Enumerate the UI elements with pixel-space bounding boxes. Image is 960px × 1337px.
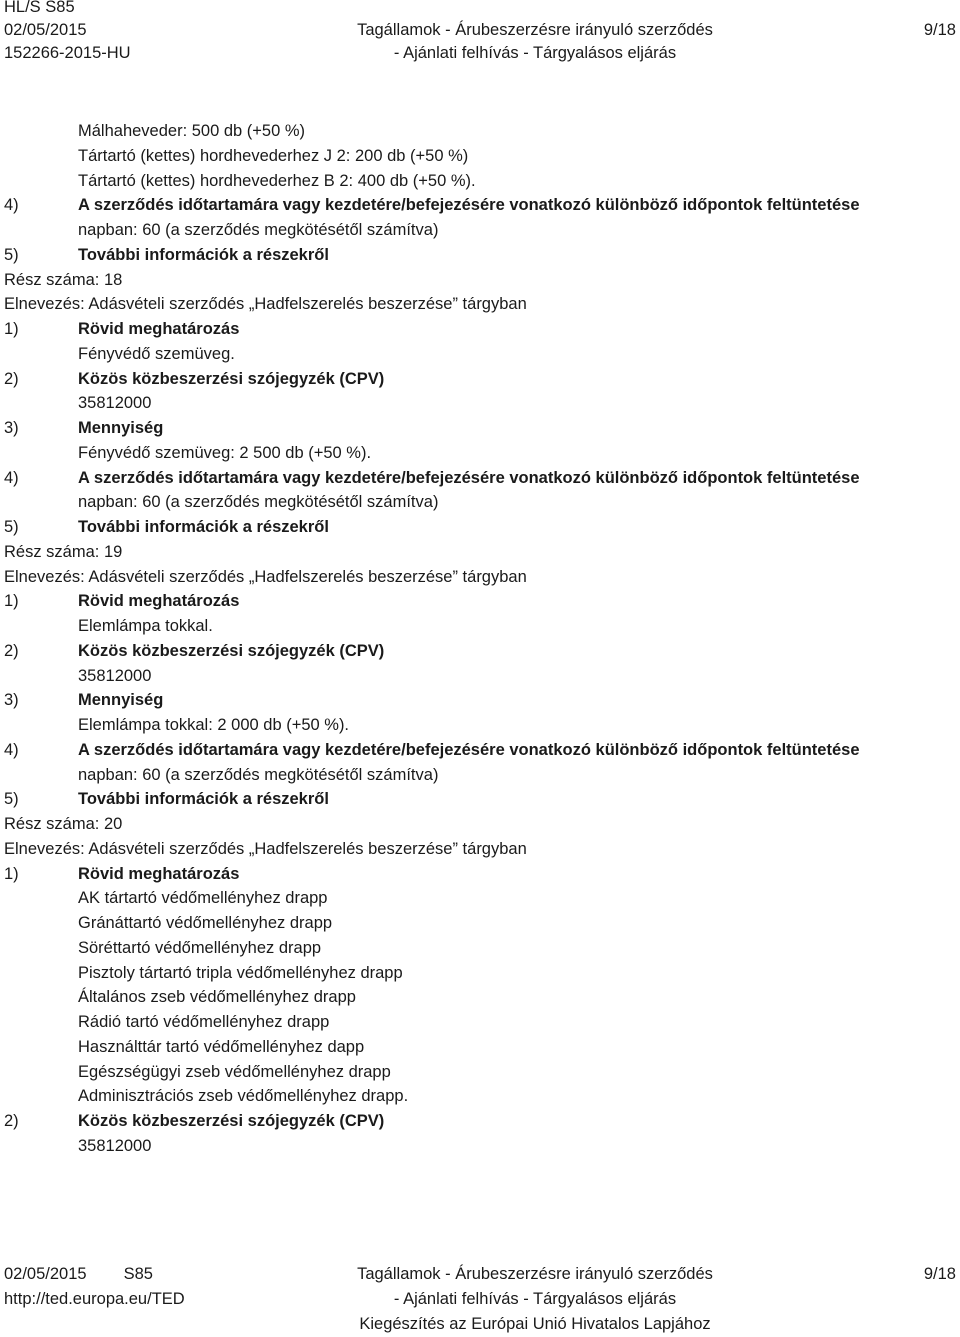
footer-date: 02/05/2015 bbox=[4, 1265, 87, 1283]
section-number: 5) bbox=[4, 518, 19, 536]
section-title: Rövid meghatározás bbox=[78, 864, 240, 883]
section-title: Közös közbeszerzési szójegyzék (CPV) bbox=[78, 369, 385, 388]
section-title: Közös közbeszerzési szójegyzék (CPV) bbox=[78, 641, 385, 660]
section-further-info-heading bbox=[0, 787, 960, 812]
footer-series: S85 bbox=[123, 1265, 153, 1283]
section-title: Mennyiség bbox=[78, 419, 164, 437]
notice-body bbox=[0, 119, 960, 1159]
section-duration-heading bbox=[0, 738, 960, 763]
duration-text: napban: 60 (a szerződés megkötésétől számítva) bbox=[78, 765, 439, 784]
footer-date-series bbox=[4, 1262, 153, 1287]
section-cpv-heading bbox=[0, 639, 960, 664]
section-further-info-heading bbox=[0, 515, 960, 540]
section-number: 5) bbox=[4, 790, 19, 809]
section-title: További információk a részekről bbox=[78, 245, 329, 264]
journal-id: HL/S S85 bbox=[4, 0, 75, 16]
part-number-20: Rész száma: 20 bbox=[4, 815, 123, 833]
cpv-code: 35812000 bbox=[78, 1136, 152, 1155]
section-short-description-heading bbox=[0, 589, 960, 614]
section-title: Közös közbeszerzési szójegyzék (CPV) bbox=[78, 1112, 385, 1130]
header-page-number: 9/18 bbox=[923, 21, 956, 39]
section-number: 1) bbox=[4, 320, 19, 338]
section-number: 4) bbox=[4, 740, 19, 759]
section-duration-heading bbox=[0, 193, 960, 218]
section-title: További információk a részekről bbox=[78, 518, 329, 536]
header-title-line1: Tagállamok - Árubeszerzésre irányuló szerződés bbox=[357, 21, 713, 39]
part-name: Elnevezés: Adásvételi szerződés „Hadfelszerelés beszerzése” tárgyban bbox=[4, 295, 527, 314]
section-number: 5) bbox=[4, 245, 19, 264]
notice-reference: 152266-2015-HU bbox=[4, 44, 131, 62]
footer-page-number: 9/18 bbox=[923, 1265, 956, 1283]
section-title: További információk a részekről bbox=[78, 790, 329, 809]
section-short-description-heading bbox=[0, 862, 960, 887]
part-number-18: Rész száma: 18 bbox=[4, 270, 123, 289]
section-number: 3) bbox=[4, 691, 19, 710]
section-further-info-heading bbox=[0, 243, 960, 268]
description-item: Gránáttartó védőmellényhez drapp bbox=[78, 914, 333, 932]
section-number: 4) bbox=[4, 196, 19, 215]
intro-line: Málhaheveder: 500 db (+50 %) bbox=[78, 122, 306, 140]
footer-title-line3: Kiegészítés az Európai Unió Hivatalos Lapjához bbox=[359, 1315, 711, 1333]
description-item: Egészségügyi zseb védőmellényhez drapp bbox=[78, 1062, 391, 1081]
section-number: 1) bbox=[4, 864, 19, 883]
description-item: Adminisztrációs zseb védőmellényhez drapp. bbox=[78, 1087, 409, 1106]
section-title: Mennyiség bbox=[78, 691, 164, 710]
section-number: 1) bbox=[4, 592, 19, 611]
intro-line: Tártartó (kettes) hordhevederhez B 2: 400 db (+50 %). bbox=[78, 171, 476, 190]
section-number: 2) bbox=[4, 641, 19, 660]
section-title: A szerződés időtartamára vagy kezdetére/befejezésére vonatkozó különböző időpontok feltüntetése bbox=[78, 468, 860, 487]
part-name: Elnevezés: Adásvételi szerződés „Hadfelszerelés beszerzése” tárgyban bbox=[4, 567, 527, 586]
duration-text: napban: 60 (a szerződés megkötésétől számítva) bbox=[78, 493, 439, 512]
header-date: 02/05/2015 bbox=[4, 21, 87, 39]
ted-link[interactable]: http://ted.europa.eu/TED bbox=[4, 1290, 185, 1308]
description-item: Általános zseb védőmellényhez drapp bbox=[78, 988, 356, 1007]
description-item: Használttár tartó védőmellényhez dapp bbox=[78, 1037, 365, 1056]
description-item: Rádió tartó védőmellényhez drapp bbox=[78, 1013, 330, 1031]
footer-title-line2: - Ajánlati felhívás - Tárgyalásos eljárás bbox=[393, 1290, 677, 1308]
header-title-line2: - Ajánlati felhívás - Tárgyalásos eljárás bbox=[393, 44, 677, 62]
short-description: Elemlámpa tokkal. bbox=[78, 617, 213, 635]
part-number-19: Rész száma: 19 bbox=[4, 542, 123, 561]
section-title: A szerződés időtartamára vagy kezdetére/befejezésére vonatkozó különböző időpontok feltüntetése bbox=[78, 196, 860, 215]
section-quantity-heading bbox=[0, 416, 960, 441]
short-description: Fényvédő szemüveg. bbox=[78, 344, 235, 363]
description-item: AK tártartó védőmellényhez drapp bbox=[78, 889, 328, 908]
section-number: 3) bbox=[4, 419, 19, 437]
intro-line: Tártartó (kettes) hordhevederhez J 2: 200 db (+50 %) bbox=[78, 146, 469, 165]
duration-text: napban: 60 (a szerződés megkötésétől számítva) bbox=[78, 221, 439, 239]
description-item: Söréttartó védőmellényhez drapp bbox=[78, 938, 322, 957]
section-title: Rövid meghatározás bbox=[78, 320, 240, 338]
section-cpv-heading bbox=[0, 367, 960, 392]
section-number: 2) bbox=[4, 1112, 19, 1130]
footer-title-line1: Tagállamok - Árubeszerzésre irányuló szerződés bbox=[357, 1265, 713, 1283]
section-duration-heading bbox=[0, 466, 960, 491]
page-footer bbox=[0, 1262, 960, 1334]
quantity-text: Elemlámpa tokkal: 2 000 db (+50 %). bbox=[78, 716, 350, 734]
section-title: A szerződés időtartamára vagy kezdetére/befejezésére vonatkozó különböző időpontok feltüntetése bbox=[78, 740, 860, 759]
quantity-text: Fényvédő szemüveg: 2 500 db (+50 %). bbox=[78, 443, 372, 462]
cpv-code: 35812000 bbox=[78, 666, 152, 685]
section-number: 4) bbox=[4, 468, 19, 487]
page-header bbox=[0, 0, 960, 72]
section-short-description-heading bbox=[0, 317, 960, 342]
description-item: Pisztoly tártartó tripla védőmellényhez drapp bbox=[78, 963, 403, 982]
section-title: Rövid meghatározás bbox=[78, 592, 240, 611]
section-number: 2) bbox=[4, 369, 19, 388]
section-cpv-heading bbox=[0, 1109, 960, 1134]
part-name: Elnevezés: Adásvételi szerződés „Hadfelszerelés beszerzése” tárgyban bbox=[4, 839, 527, 858]
cpv-code: 35812000 bbox=[78, 394, 152, 413]
section-quantity-heading bbox=[0, 688, 960, 713]
